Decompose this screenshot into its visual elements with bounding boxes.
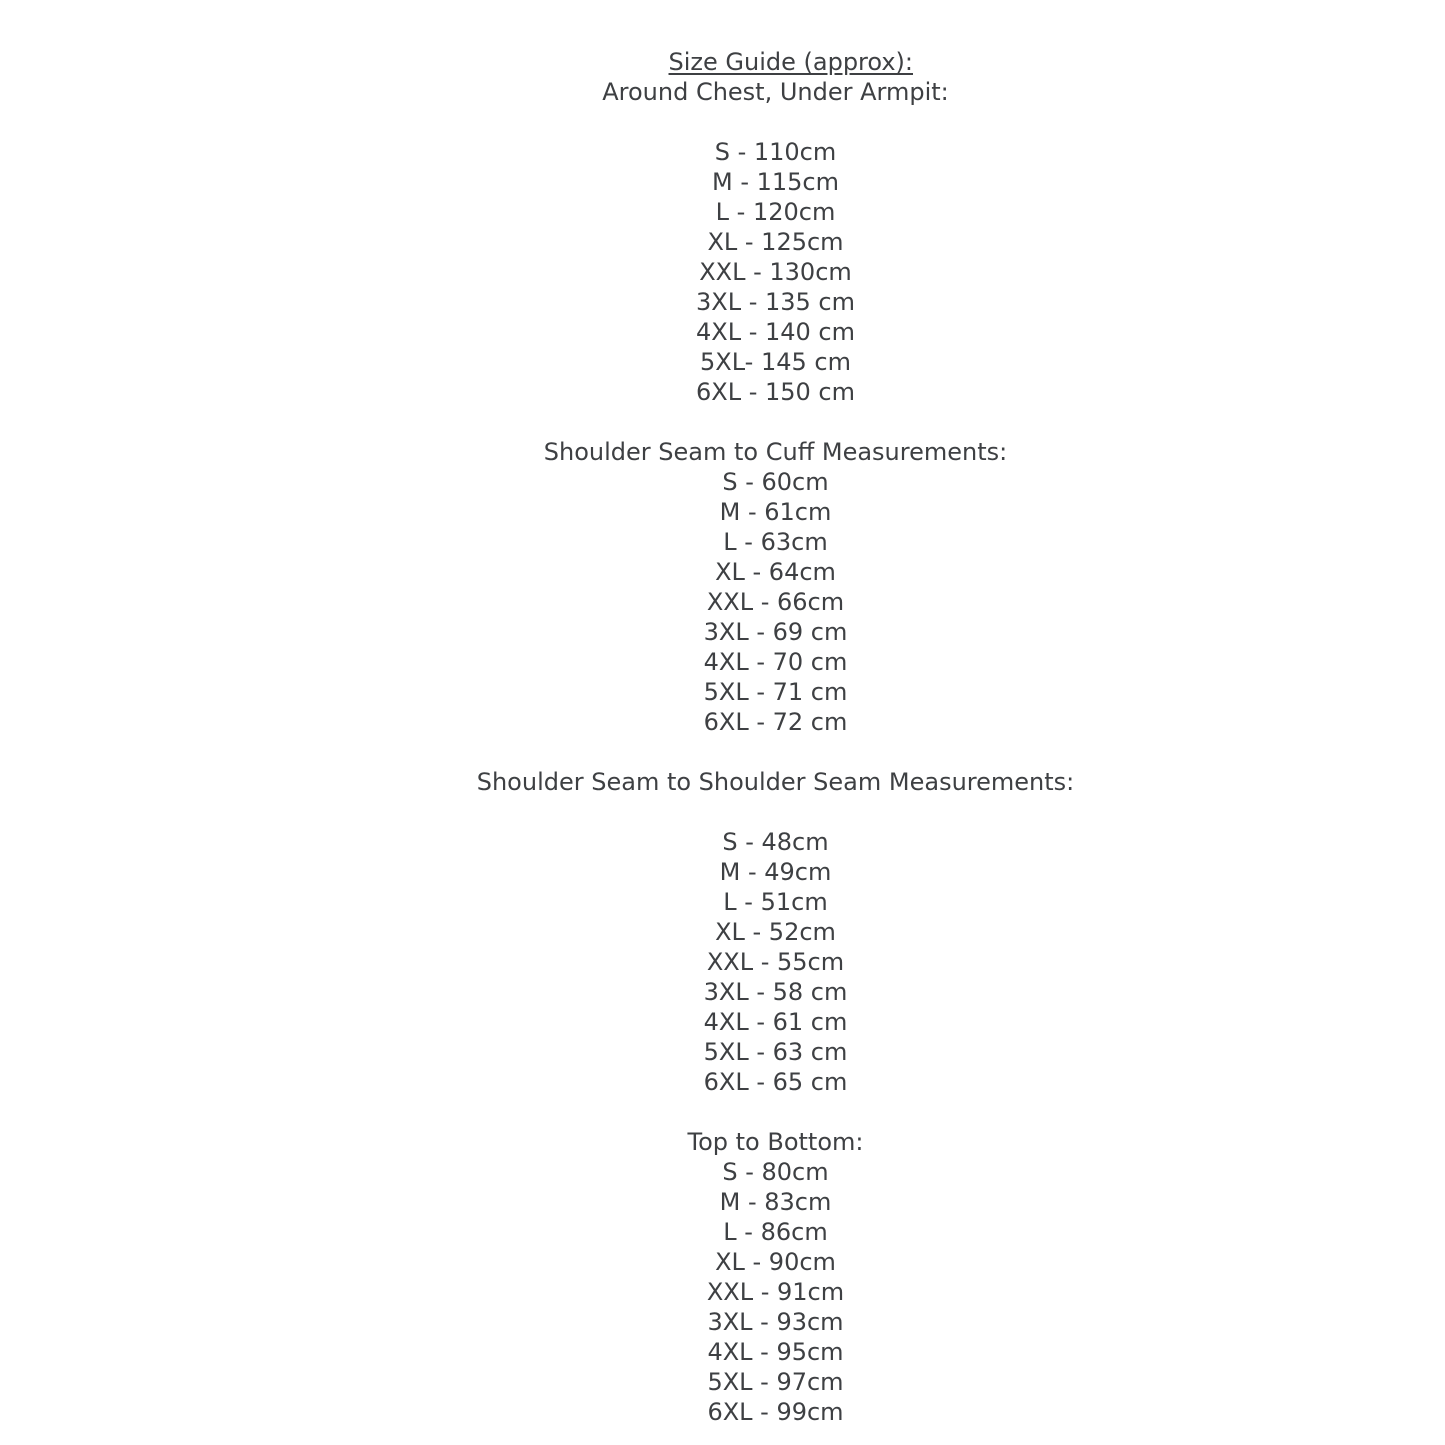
size-item: M - 83cm: [719, 1188, 832, 1216]
section-heading: Shoulder Seam to Shoulder Seam Measurements:: [476, 768, 1075, 796]
size-item: L - 63cm: [723, 528, 828, 556]
size-item: 3XL - 135 cm: [695, 288, 855, 316]
size-item: M - 49cm: [719, 858, 832, 886]
size-item: XXL - 130cm: [699, 258, 852, 286]
size-item: L - 86cm: [723, 1218, 828, 1246]
size-item: 5XL - 71 cm: [703, 678, 848, 706]
spacer: [106, 407, 1445, 437]
section-heading: Shoulder Seam to Cuff Measurements:: [543, 438, 1008, 466]
size-item: 6XL - 65 cm: [703, 1068, 848, 1096]
size-item: S - 80cm: [722, 1158, 829, 1186]
size-item: XL - 64cm: [715, 558, 836, 586]
size-item: 4XL - 61 cm: [703, 1008, 848, 1036]
spacer: [106, 737, 1445, 767]
section-heading: Top to Bottom:: [687, 1128, 864, 1156]
size-item: XL - 125cm: [707, 228, 844, 256]
size-sections: [106, 77, 1445, 1427]
size-item: 3XL - 58 cm: [703, 978, 848, 1006]
size-item: XXL - 66cm: [706, 588, 845, 616]
size-item: S - 60cm: [722, 468, 829, 496]
size-item: XXL - 55cm: [706, 948, 845, 976]
size-item: 4XL - 140 cm: [695, 318, 855, 346]
size-item: 4XL - 95cm: [707, 1338, 844, 1366]
size-item: 3XL - 93cm: [707, 1308, 844, 1336]
size-item: 6XL - 99cm: [707, 1398, 844, 1426]
size-item: 6XL - 150 cm: [695, 378, 855, 406]
size-item: M - 115cm: [711, 168, 839, 196]
size-item: 5XL - 63 cm: [703, 1038, 848, 1066]
size-item: 6XL - 72 cm: [703, 708, 848, 736]
page-title: [106, 17, 1445, 76]
section-heading: Around Chest, Under Armpit:: [602, 78, 949, 106]
size-item: S - 48cm: [722, 828, 829, 856]
size-item: 4XL - 70 cm: [703, 648, 848, 676]
size-item: 3XL - 69 cm: [703, 618, 848, 646]
size-item: 5XL - 97cm: [707, 1368, 844, 1396]
size-item: XL - 52cm: [715, 918, 836, 946]
size-item: XXL - 91cm: [706, 1278, 845, 1306]
size-item: S - 110cm: [714, 138, 837, 166]
size-item: L - 51cm: [723, 888, 828, 916]
size-item: 5XL- 145 cm: [700, 348, 851, 376]
spacer: [106, 797, 1445, 827]
spacer: [106, 1097, 1445, 1127]
size-item: L - 120cm: [715, 198, 836, 226]
spacer: [106, 107, 1445, 137]
page-title-text: Size Guide (approx):: [668, 48, 913, 76]
size-item: XL - 90cm: [715, 1248, 836, 1276]
size-item: M - 61cm: [719, 498, 832, 526]
